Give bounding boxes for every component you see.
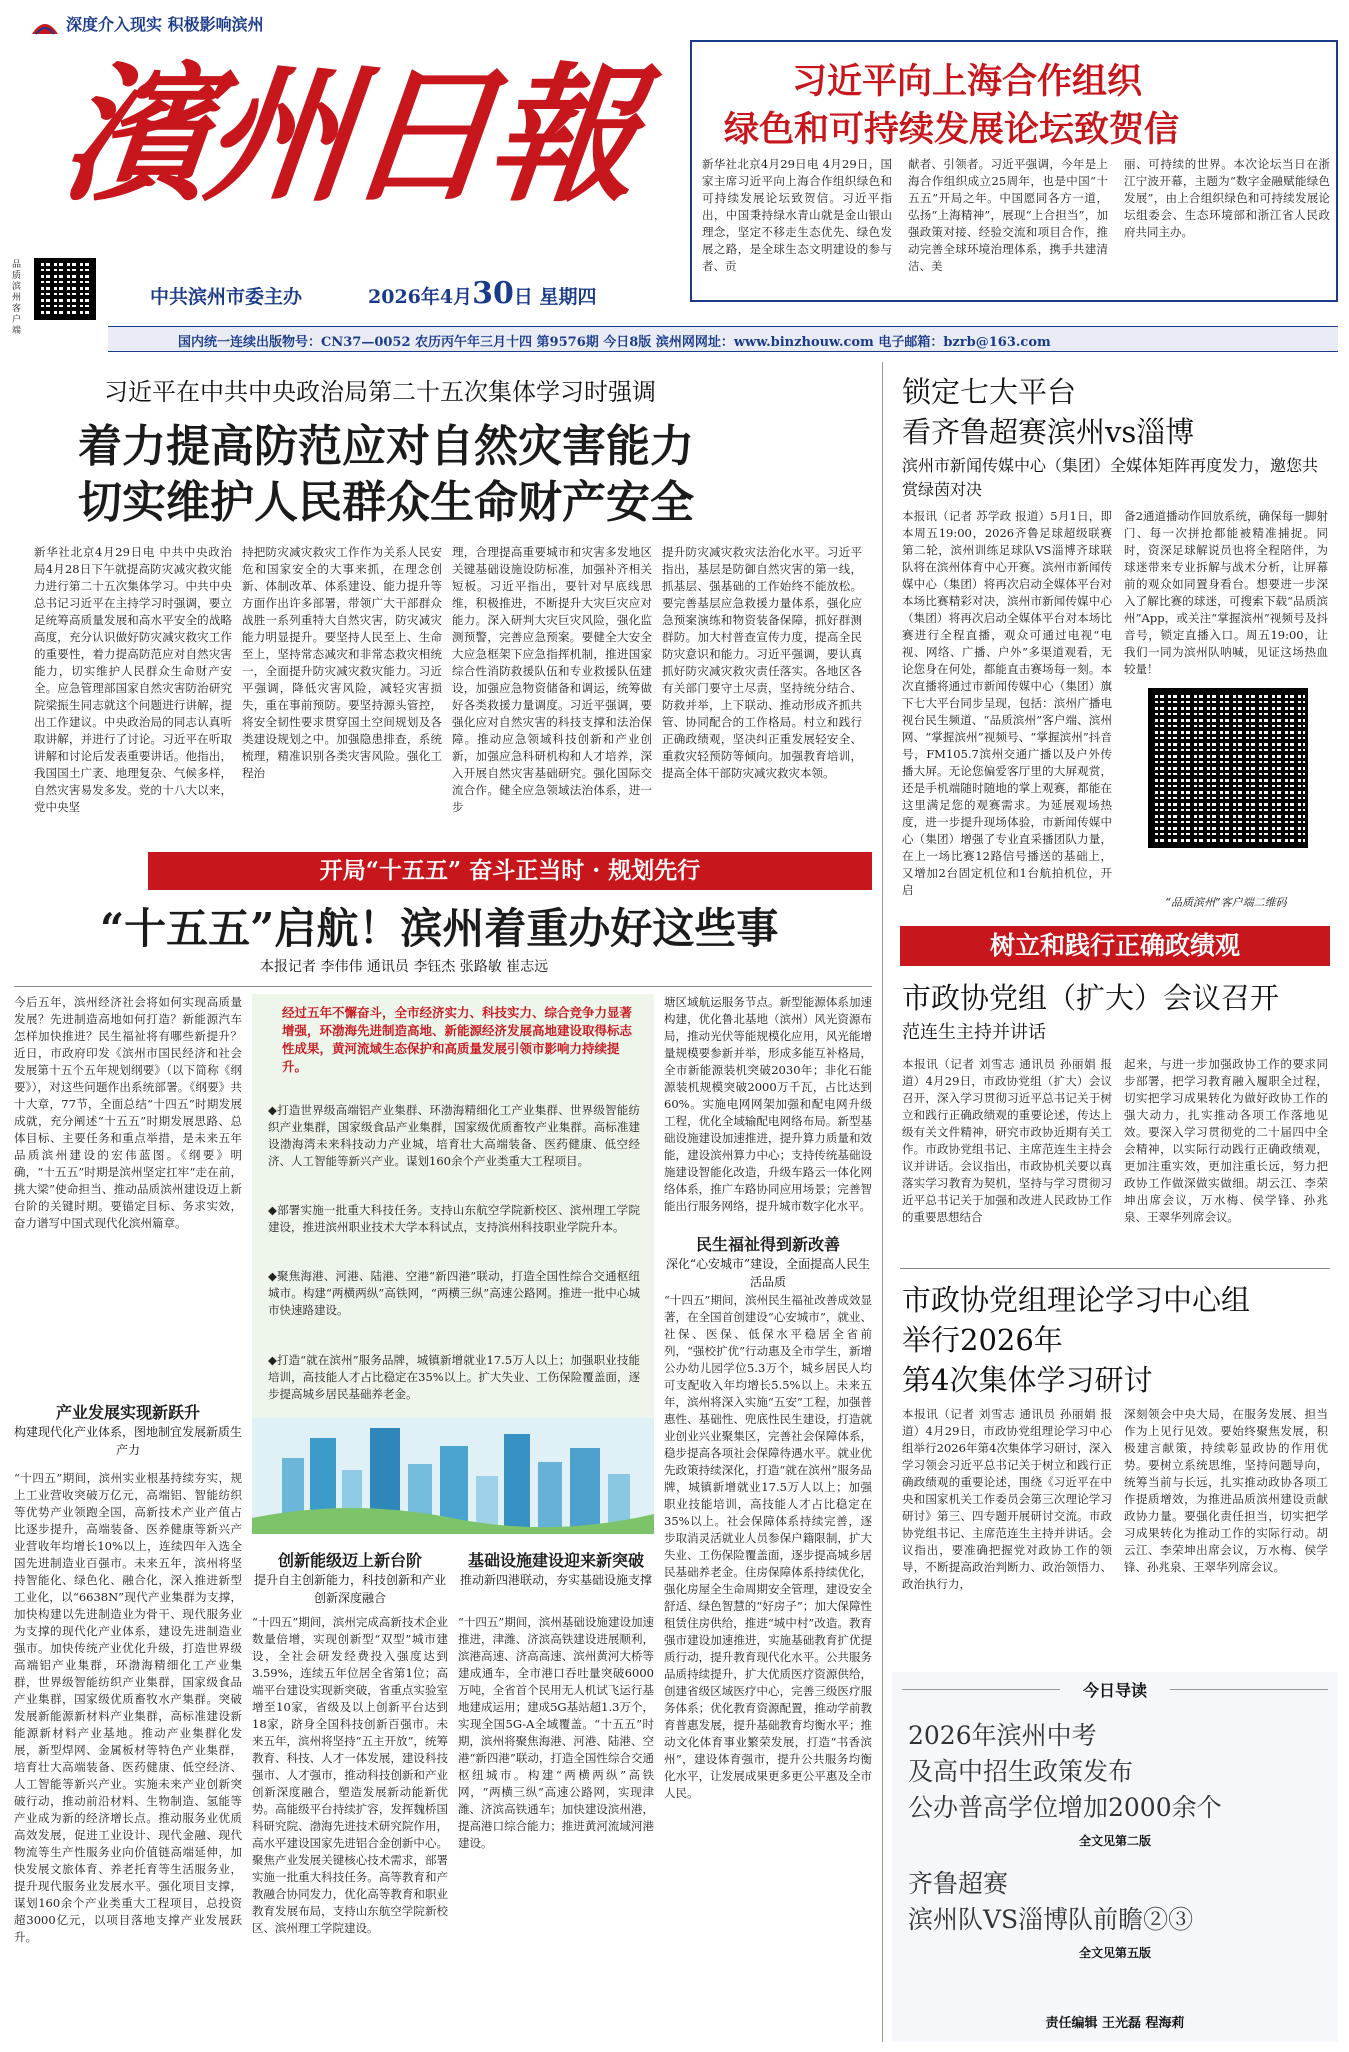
industry-title: 产业发展实现新跃升 bbox=[55, 1403, 200, 1422]
divider bbox=[882, 362, 883, 2042]
callout-item-1: ◆打造世界级高端铝产业集群、环渤海精细化工产业集群、世界级智能纺织产业集群，国家级食品产业集群，国家级优质畜牧产业集群。高标准建设渤海湾未来科技动力产业城，培育壮大高端装备、医药健康、低空经济、人工智能等新兴产业。谋划160余个产业类重大工程项目。 bbox=[268, 1103, 640, 1168]
feature-rule bbox=[14, 986, 872, 987]
right-banner: 树立和践行正确政绩观 bbox=[900, 926, 1330, 966]
feature-callout bbox=[252, 994, 654, 1534]
infra-text: “十四五”期间，滨州基础设施建设加速推进，津潍、济滨高铁建设进展顺利，滨港高速、济高高速、滨州黄河大桥等建成通车，全市港口吞吐量突破6000万吨，全省首个民用无人机试飞运行基地建成运用；建成5G基站超1.3万个，实现全国5G-A全域覆盖。“十五五”时期，滨州将聚焦海港、河港、陆港、空港“新四港”联动，打造全国性综合交通枢纽城市。构建“两横两纵”高铁网，“两横三纵”高速公路网，实现津潍、济滨高铁通车；加快建设滨州港，提高港口综合能力；推进黄河流域河港建设。 bbox=[458, 1615, 654, 1850]
top-story-title-1: 习近平向上海合作组织 bbox=[792, 61, 1143, 102]
date-prefix: 2026年4月 bbox=[368, 286, 473, 308]
innovation-section-head bbox=[252, 1548, 448, 1608]
welfare-sub: 深化“心安城市”建设，全面提高人民生活品质 bbox=[665, 1257, 871, 1289]
innovation-text: “十四五”期间，滨州完成高新技术企业数量倍增，实现创新型“双型”城市建设，全社会研发经费投入强度达到3.59%，连续五年位居全省第1位；高端平台建设实现新突破，省重点实验室增至10家，省级及以上创新平台达到18家，跻身全国科技创新百强市。未来五年，滨州将坚持“五主开放”，统筹教育、科技、人才一体发展，建设科技强市、人才强市，推动科技创新和产业创新深度融合，塑造发展新动能新优势。高能级平台持续扩容，发挥魏桥国科研究院、渤海先进技术研究院作用，高水平建设国家先进铝合金创新中心。聚焦产业发展关键核心技术需求，部署实施一批重大科技任务。高等教育和产教融合协同发力，优化高等教育和职业教育发展布局，支持山东航空学院新校区、滨州理工学院建设。 bbox=[252, 1615, 448, 1935]
app-qr-code[interactable] bbox=[1148, 688, 1308, 848]
right-news-1 bbox=[892, 362, 1338, 922]
right-news-1-title-1: 锁定七大平台 bbox=[902, 375, 1077, 409]
innovation-sub: 提升自主创新能力，科技创新和产业创新深度融合 bbox=[253, 1573, 446, 1605]
feature-intro: 今后五年，滨州经济社会将如何实现高质量发展？先进制造高地如何打造？新能源汽车怎样加快推进？民生福祉将有哪些新提升？近日，市政府印发《滨州市国民经济和社会发展第十五个五年规划纲要》（以下简称《纲要》），对这些问题作出系统部署。《纲要》共十大章，77节，全面总结“十四五”时期发展成就，充分阐述“十五五”时期发展思路、总体目标、主要任务和重点举措，是未来五年品质滨州建设的宏伟蓝图。《纲要》明确，“十五五”时期是滨州坚定扛牢“走在前，挑大梁”使命担当、推动品质滨州建设迈上新台阶的关键时期。要锚定目标、务求实效，奋力谱写中国式现代化滨州篇章。 bbox=[14, 995, 242, 1230]
right-news-2 bbox=[892, 974, 1338, 1264]
right-news-1-sub: 滨州市新闻传媒中心（集团）全媒体矩阵再度发力，邀您共赏绿茵对决 bbox=[902, 456, 1319, 499]
right-news-3-title-1: 市政协党组理论学习中心组 bbox=[902, 1283, 1251, 1317]
masthead-qr-code[interactable] bbox=[34, 258, 96, 320]
industry-section-head bbox=[14, 1400, 242, 1464]
lead-col-4: 提升防灾减灾救灾法治化水平。习近平指出，基层是防御自然灾害的第一线，抓基层、强基础的工作始终不能放松。要完善基层应急救援力量体系，强化应急预案演练和物资装备保障，抓好群测群防。加大村普查宣传力度，提高全民防灾意识和能力。习近平强调，要认真抓好防灾减灾救灾责任落实。各地区各有关部门要守土尽责，坚持统分结合、防救并举，上下联动、推动形成齐抓共管、协同配合的工作格局。村立和践行正确政绩观，坚决纠正重发展轻安全、重救灾轻预防等倾向。加强教育培训，提高全体干部防灾减灾救灾本领。 bbox=[662, 545, 862, 780]
feature-title: “十五五”启航！滨州着重办好这些事 bbox=[100, 904, 779, 953]
cityscape-illustration bbox=[252, 1418, 654, 1534]
newspaper-title: 濱州日報 bbox=[54, 48, 642, 222]
right-news-3-col-1: 本报讯（记者 刘雪志 通讯员 孙丽娟 报道）4月29日，市政协党组理论学习中心组举行2026年第4次集体学习研讨，深入学习领会习近平总书记关于树立和践行正确政绩观的重要论述，围绕《习近平在中央和国家机关工作委员会第三次理论学习研讨》第三、四专题开展研讨交流。市政协党组书记、主席范连生主持并讲话。会议指出，要准确把握党对政协工作的领导，不断提高政治判断力、政治领悟力、政治执行力， bbox=[902, 1407, 1112, 1591]
right-news-3-title-2: 举行2026年 bbox=[902, 1323, 1063, 1357]
callout-item-3: ◆聚焦海港、河港、陆港、空港“新四港”联动，打造全国性综合交通枢纽城市。构建“两横两纵”高铁网，“两横三纵”高速公路网。推进一批中心城市快速路建设。 bbox=[268, 1269, 640, 1317]
feature-banner: 开局“十五五” 奋斗正当时 · 规划先行 bbox=[148, 852, 872, 890]
top-story-col-1: 新华社北京4月29日电 4月29日，国家主席习近平向上海合作组织绿色和可持续发展论坛致贺信。习近平指出，中国秉持绿水青山就是金山银山理念，坚定不移走生态优先、绿色发展之路，是全球生态文明建设的参与者、贡 bbox=[702, 157, 892, 273]
date-day: 30 bbox=[472, 276, 514, 311]
callout-lead: 经过五年不懈奋斗，全市经济实力、科技实力、综合竞争力显著增强，环渤海先进制造高地、新能源经济发展高地建设取得标志性成果，黄河流域生态保护和高质量发展引领市影响力持续提升。 bbox=[282, 1005, 632, 1074]
guide-item-2-line-2: 滨州队VS淄博队前瞻②③ bbox=[908, 1905, 1194, 1934]
right-news-3-col-2: 深刻领会中央大局，在服务发展、担当作为上见行见效。要始终聚焦发展，积极建言献策，持续彰显政协的作用优势。要树立系统思维，坚持问题导向，统筹当前与长远，扎实推动政协各项工作提质增效，为推进品质滨州建设贡献政协力量。要强化责任担当，切实把学习成果转化为推动工作的实际行动。胡云江、李荣坤出席会议，万水梅、侯学锋、孙兆泉、王翠华列席会议。 bbox=[1124, 1407, 1328, 1574]
guide-header bbox=[892, 1678, 1338, 1702]
lead-title-1: 着力提高防范应对自然灾害能力 bbox=[78, 421, 694, 472]
guide-box bbox=[892, 1672, 1338, 2042]
lead-col-1: 新华社北京4月29日电 中共中央政治局4月28日下午就提高防灾减灾救灾能力进行第二十五次集体学习。中共中央总书记习近平在主持学习时强调，要立足统筹高质量发展和高水平安全的战略高度，充分认识做好防灾减灾救灾工作的重要性，着力提高防范应对自然灾害能力，切实维护人民群众生命财产安全。应急管理部国家自然灾害防治研究院梁振生同志就这个问题进行讲解，提出工作建议。中央政治局的同志认真听取讲解，并进行了讨论。习近平在听取讲解和讨论后发表重要讲话。他指出，我国国土广袤、地理复杂、气候多样，自然灾害易发多发。党的十八大以来，党中央坚 bbox=[34, 545, 232, 814]
top-story-col-3: 丽、可持续的世界。本次论坛当日在浙江宁波开幕，主题为“数字金融赋能绿色发展”，由上合组织绿色和可持续发展论坛组委会、生态环境部和浙江省人民政府共同主办。 bbox=[1124, 157, 1330, 239]
callout-item-4-text: 打造“就在滨州”服务品牌，城镇新增就业17.5万人以上；加强职业技能培训，高技能人才占比稳定在35%以上。扩大失业、工伤保险覆盖面，逐步提高城乡居民基础养老金。 bbox=[268, 1353, 640, 1401]
callout-item-2-text: 部署实施一批重大科技任务。支持山东航空学院新校区、滨州理工学院建设，推进滨州职业技术大学本科试点，支持滨州科技职业学院升本。 bbox=[268, 1203, 640, 1234]
guide-editors: 责任编辑 王光磊 程海莉 bbox=[1045, 2016, 1185, 2031]
right-news-2-col-1: 本报讯（记者 刘雪志 通讯员 孙丽娟 报道）4月29日，市政协党组（扩大）会议召开，深入学习贯彻习近平总书记关于树立和践行正确政绩观的重要论述，传达上级有关文件精神，研究市政协近期有关工作。市政协党组书记、主席范连生主持会议并讲话。会议指出，市政协机关要以真落实学习教育为契机，坚持与学习贯彻习近平总书记关于加强和改进人民政协工作的重要思想结合 bbox=[902, 1057, 1112, 1224]
guide-item-1-line-2: 及高中招生政策发布 bbox=[908, 1757, 1134, 1786]
guide-item-1-note[interactable]: 全文见第二版 bbox=[1078, 1834, 1151, 1848]
logo-emblem-icon bbox=[30, 14, 60, 36]
industry-sub: 构建现代化产业体系，图地制宜发展新质生产力 bbox=[14, 1425, 243, 1457]
infra-title: 基础设施建设迎来新突破 bbox=[467, 1551, 644, 1570]
issue-date bbox=[368, 276, 596, 311]
right-news-2-col-2: 起来，与进一步加强政协工作的要求同步部署，把学习教育融入履职全过程，切实把学习成果转化为做好政协工作的强大动力，扎实推动各项工作落地见效。要深入学习贯彻党的二十届四中全会精神，以实际行动践行正确政绩观，更加注重实效，更加注重长远，努力把政协工作做深做实做细。胡云江、李荣坤出席会议，万水梅、侯学锋、孙兆泉、王翠华列席会议。 bbox=[1124, 1057, 1328, 1224]
top-story-box bbox=[690, 40, 1338, 302]
callout-item-2: ◆部署实施一批重大科技任务。支持山东航空学院新校区、滨州理工学院建设，推进滨州职业技术大学本科试点，支持滨州科技职业学院升本。 bbox=[268, 1203, 640, 1234]
sponsor: 中共滨州市委主办 bbox=[150, 286, 303, 308]
top-story-col-2: 献者、引领者。习近平强调，今年是上海合作组织成立25周年，也是中国“十五五”开局之年。中国愿同各方一道，弘扬“上海精神”，展现“上合担当”，加强政策对接、经验交流和项目合作，推动完善全球环境治理体系，携手共建清洁、美 bbox=[908, 157, 1108, 273]
guide-item-1-line-3: 公办普高学位增加2000余个 bbox=[908, 1793, 1222, 1822]
infra-section-head bbox=[458, 1548, 654, 1608]
callout-item-4: ◆打造“就在滨州”服务品牌，城镇新增就业17.5万人以上；加强职业技能培训，高技能人才占比稳定在35%以上。扩大失业、工伤保险覆盖面，逐步提高城乡居民基础养老金。 bbox=[268, 1353, 640, 1401]
lead-title-2: 切实维护人民群众生命财产安全 bbox=[78, 477, 694, 528]
callout-item-3-text: 聚焦海港、河港、陆港、空港“新四港”联动，打造全国性综合交通枢纽城市。构建“两横两纵”高铁网，“两横三纵”高速公路网。推进一批中心城市快速路建设。 bbox=[268, 1269, 640, 1317]
lead-story bbox=[14, 362, 872, 852]
industry-text: “十四五”期间，滨州实业根基持续夯实，规上工业营收突破万亿元，高端铝、智能纺织等优势产业领跑全国，高新技术产业产值占比逐步提升，高端装备、医养健康等新兴产业营收年均增长10%以上，连续四年入选全国先进制造业百强市。未来五年，滨州将坚持智能化、绿色化、融合化，深入推进新型工业化，以“6638N”现代产业集群为支撑，加快构建以先进制造业为骨干、现代服务业为支撑的现代化产业体系，建设先进制造业强市。加快传统产业优化升级，打造世界级高端铝产业集群，环渤海精细化工产业集群，世界级智能纺织产业集群，国家级食品产业集群，国家级优质畜牧水产集群。突破发展新能源新材料产业集群，高标准建设新能源新材料产业基地。推动产业集群化发展，新型焊网、金属板材等特色产业集群，培育壮大高端装备、医药健康、低空经济、人工智能等新兴产业。实施未来产业创新突破行动，推动前沿材料、生物制造、氢能等产业成为新的经济增长点。推动服务业优质高效发展，促进工业设计、现代金融、现代物流等生产性服务业向价值链高端延伸，加快发展文旅体育、养老托育等生活服务业，提升现代服务业发展水平。强化项目支撑，谋划160余个产业类重大工程项目，总投资超3000亿元，以项目落地支撑产业发展跃升。 bbox=[14, 1471, 242, 1944]
right-news-3-title-3: 第4次集体学习研讨 bbox=[902, 1363, 1153, 1397]
rule bbox=[900, 1268, 1330, 1269]
right-news-2-sub: 范连生主持并讲话 bbox=[902, 1022, 1046, 1043]
lead-col-2: 持把防灾减灾救灾工作作为关系人民安危和国家安全的大事来抓，在理念创新、体制改革、体系建设、能力提升等方面作出许多部署，带领广大干部群众战胜一系列重特大自然灾害，防灾减灾能力明显提升。要坚持人民至上、生命至上，坚持常态减灾和非常态救灾相统一，全面提升防灾减灾救灾能力。习近平强调，降低灾害风险，减轻灾害损失，重在事前预防。要坚持源头管控，将安全韧性要求贯穿国土空间规划及各类建设规划之中。加强隐患排查，系统梳理，精准识别各类灾害风险。强化工程治 bbox=[242, 545, 442, 780]
guide-item-2-line-1: 齐鲁超赛 bbox=[908, 1869, 1009, 1898]
right-news-1-col-2: 备2通道播动作回放系统，确保每一脚射门、每一次拼抢都能被精准捕捉。同时，资深足球解说员也将全程陪伴，为球迷带来专业拆解与战术分析，让屏幕前的观众如同置身看台。想要进一步深入了解比赛的球迷，可搜索下载“品质滨州”App，或关注“掌握滨州”视频号及抖音号，锁定直播入口。周五19:00，让我们一同为滨州队呐喊，见证这场热血较量！ bbox=[1124, 509, 1328, 676]
info-bar-text: 国内统一连续出版物号：CN37—0052 农历丙午年三月十四 第9576期 今日8版 滨州网网址：www.binzhouw.com 电子邮箱：bzrb@163.com bbox=[178, 335, 1051, 350]
top-story-title-2: 绿色和可持续发展论坛致贺信 bbox=[724, 109, 1180, 150]
right-news-1-title-2: 看齐鲁超赛滨州vs淄博 bbox=[902, 415, 1195, 449]
qr-caption: 品质滨州客户端 bbox=[12, 260, 22, 336]
right-news-1-col-1: 本报讯（记者 苏学政 报道）5月1日，即本周五19:00，2026齐鲁足球超级联赛第二轮，滨州训练足球队VS淄博齐球联队将在滨州体育中心开赛。滨州市新闻传媒中心（集团）将再次启动全媒体平台对本场比赛精彩对决，滨州市新闻传媒中心（集团）将再次启动全媒体平台对本场比赛进行全程直播，观众可通过电视“电视、网络、广播、户外”多渠道观看，无论您身在何处，都能直击赛场每一刻。本次直播将通过市新闻传媒中心（集团）旗下七大平台同步呈现，包括：滨州广播电视台民生频道、“品质滨州”客户端、滨州网、“掌握滨州”视频号、“掌握滨州”抖音号，FM105.7滨州交通广播以及户外传播大屏。无论您偏爱客厅里的大屏观赏，还是手机端随时随地的掌上观赛，都能在这里满足您的观赛需求。为延展观场热度，进一步提升现场体验，市新闻传媒中心（集团）增强了专业直采播团队力量，在上一场比赛12路信号播送的基础上，又增加2台固定机位和1台航拍机位，开启 bbox=[902, 509, 1112, 897]
guide-header-text: 今日导读 bbox=[1060, 1678, 1170, 1701]
guide-item-2-note[interactable]: 全文见第五版 bbox=[1078, 1946, 1151, 1960]
callout-item-1-text: 打造世界级高端铝产业集群、环渤海精细化工产业集群、世界级智能纺织产业集群，国家级食品产业集群，国家级优质畜牧产业集群。高标准建设渤海湾未来科技动力产业城，培育壮大高端装备、医药健康、低空经济、人工智能等新兴产业。谋划160余个产业类重大工程项目。 bbox=[268, 1103, 640, 1168]
app-qr-caption: “品质滨州”客户端二维码 bbox=[1165, 896, 1287, 909]
feature-byline: 本报记者 李伟伟 通讯员 李钰杰 张路敏 崔志远 bbox=[260, 959, 549, 975]
right-news-3 bbox=[892, 1276, 1338, 1670]
infra-sub: 推动新四港联动，夯实基础设施支撑 bbox=[459, 1573, 652, 1587]
welfare-section bbox=[664, 1232, 872, 1289]
right-news-2-title: 市政协党组（扩大）会议召开 bbox=[902, 981, 1280, 1015]
lead-kicker: 习近平在中共中央政治局第二十五次集体学习时强调 bbox=[104, 378, 656, 406]
lead-col-3: 理，合理提高重要城市和灾害多发地区关键基础设施设防标准，加强补齐相关短板。习近平指出，要针对早底线思维，积极推进，不断提升大灾巨灾应对能力。深入研判大灾巨灾风险，强化监测预警，完善应急预案。要健全大安全大应急框架下应急指挥机制，推进国家综合性消防救援队伍和专业救援队伍建设，加强应急物资储备和调运，统筹做好各类救援力量调度。习近平强调，要强化应对自然灾害的科技支撑和法治保障。推动应急领域科技创新和产业创新，加强应急科研机构和人才培养，深入开展自然灾害基础研究。强化国际交流合作。健全应急领域法治体系，进一步 bbox=[452, 545, 652, 814]
welfare-title: 民生福祉得到新改善 bbox=[695, 1235, 840, 1254]
innovation-title: 创新能级迈上新台阶 bbox=[277, 1551, 422, 1570]
date-suffix: 日 星期四 bbox=[513, 286, 597, 308]
feature-col-3: 塘区域航运服务节点。新型能源体系加速构建，优化鲁北基地（滨州）风光资源布局，推动光伏等能规模化应用，风光能增量规模要参新并举，形成多能互补格局，全市新能源装机突破2030年；非化石能源装机规模突破2000万千瓦，占比达到60%。实施电网网架加强和配电网升级工程，优化全域输配电网络布局。新型基础设施建设加速推进，提升算力质量和效能，建设滨州算力中心；支持传统基础设施建设智能化改造，升级车路云一体化网络体系，推广车路协同应用场景；完善智能出行服务网络，提升城市数字化水平。 bbox=[664, 995, 872, 1213]
welfare-text: “十四五”期间，滨州民生福祉改善成效显著，在全国首创建设“心安城市”，就业、社保、医保、低保水平稳居全省前列，“强校扩优”行动惠及全市学生，新增公办幼儿园学位5.3万个，城乡居民人均可支配收入年均增长5.5%以上。未来五年，滨州将深入实施“五安”工程，加强普惠性、基础性、兜底性民生建设，打造就业创业兴业聚集区，完善社会保障体系，稳步提高各项社会保障待遇水平。就业优先政策持续深化，打造“就在滨州”服务品牌，城镇新增就业17.5万人以上；加强职业技能培训，高技能人才占比稳定在35%以上。社会保障体系持续完善，逐步取消灵活就业人员参保户籍限制，扩大失业、工伤保险覆盖面，逐步提高城乡居民基础养老金。住房保障体系持续优化，强化房屋全生命周期安全管理，建设安全舒适、绿色智慧的“好房子”；加大保障性租赁住房供给，推进“城中村”改造。教育强市建设加速推进，实施基础教育扩优提质行动，提升教育现代化水平。公共服务品质持续提升，扩大优质医疗资源供给，创建省级区域医疗中心，完善三级医疗服务体系；优化教育资源配置，推动学前教育普惠发展，提升基础教育均衡水平；推动文化体育事业繁荣发展，打造“书香滨州”，建设体育强市，提升公共服务均衡化水平，让发展成果更多更公平惠及全市人民。 bbox=[664, 1293, 872, 1800]
masthead bbox=[0, 0, 690, 336]
masthead-slogan: 深度介入现实 积极影响滨州 bbox=[66, 15, 264, 34]
info-bar bbox=[108, 326, 1338, 352]
guide-item-1-line-1: 2026年滨州中考 bbox=[908, 1721, 1097, 1750]
